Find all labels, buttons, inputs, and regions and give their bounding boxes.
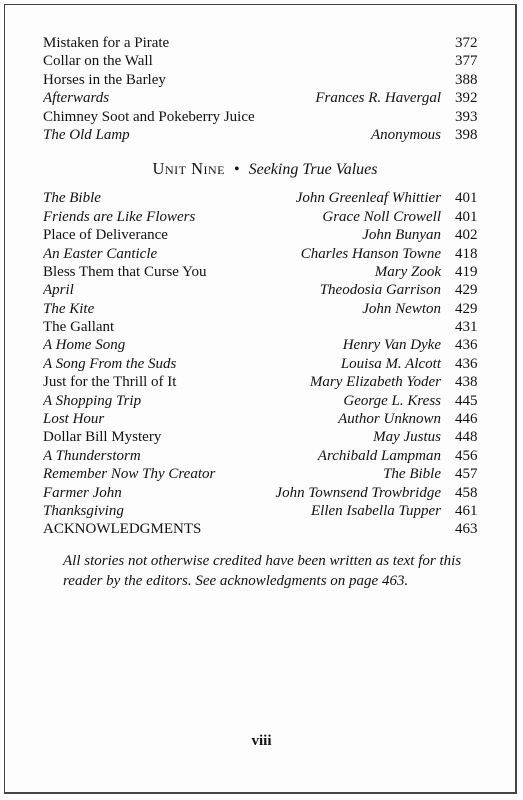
entry-author: Charles Hanson Towne bbox=[300, 245, 441, 262]
entry-author: Henry Van Dyke bbox=[342, 337, 441, 354]
toc-entry bbox=[43, 318, 477, 336]
entry-author: John Greenleaf Whittier bbox=[295, 190, 441, 207]
entry-author: Theodosia Garrison bbox=[319, 282, 441, 299]
entry-title: Place of Deliverance bbox=[43, 227, 168, 244]
entry-title: Friends are Like Flowers bbox=[43, 208, 196, 225]
entry-title: April bbox=[43, 282, 74, 299]
entry-title: A Home Song bbox=[43, 337, 126, 354]
entry-title: The Kite bbox=[43, 300, 95, 317]
toc-entry bbox=[43, 126, 477, 144]
entry-author: Archibald Lampman bbox=[317, 447, 441, 464]
toc-entry bbox=[43, 208, 477, 226]
entry-title: Afterwards bbox=[43, 90, 110, 107]
entry-title: An Easter Canticle bbox=[43, 245, 158, 262]
entry-title: Collar on the Wall bbox=[43, 53, 153, 70]
entry-author: Mary Elizabeth Yoder bbox=[309, 374, 441, 391]
toc-entry bbox=[43, 465, 477, 483]
entry-page-number: 448 bbox=[455, 429, 478, 446]
bullet-separator: • bbox=[233, 161, 240, 179]
entry-page-number: 456 bbox=[455, 447, 478, 464]
entry-page-number: 418 bbox=[455, 245, 478, 262]
entry-title: The Old Lamp bbox=[43, 126, 130, 143]
entry-page-number: 446 bbox=[455, 411, 478, 428]
toc-entry bbox=[43, 71, 477, 89]
entry-author: Ellen Isabella Tupper bbox=[311, 502, 441, 519]
entry-title: A Shopping Trip bbox=[43, 392, 142, 409]
entry-page-number: 372 bbox=[455, 35, 478, 51]
toc-entry bbox=[43, 336, 477, 354]
entry-title: A Thunderstorm bbox=[43, 447, 141, 464]
entry-page-number: 429 bbox=[455, 300, 478, 317]
entry-author: John Newton bbox=[362, 300, 441, 317]
toc-entry bbox=[43, 52, 477, 70]
toc-entry bbox=[43, 373, 477, 391]
entry-page-number: 388 bbox=[455, 71, 478, 88]
page-number: viii bbox=[251, 733, 272, 749]
toc-entry bbox=[43, 392, 477, 410]
entry-author: Louisa M. Alcott bbox=[340, 355, 441, 372]
entry-page-number: 438 bbox=[455, 374, 478, 391]
entry-page-number: 461 bbox=[455, 502, 478, 519]
entry-page-number: 436 bbox=[455, 355, 478, 372]
unit-entries-list bbox=[43, 189, 477, 538]
toc-entry bbox=[43, 263, 477, 281]
toc-entry bbox=[43, 34, 477, 52]
table-of-contents bbox=[43, 34, 477, 591]
toc-entry bbox=[43, 502, 477, 520]
entry-page-number: 419 bbox=[455, 263, 478, 280]
entry-title: Remember Now Thy Creator bbox=[43, 466, 216, 483]
entry-page-number: 401 bbox=[455, 208, 478, 225]
entry-author: Mary Zook bbox=[374, 263, 441, 280]
entry-page-number: 393 bbox=[455, 108, 478, 125]
entry-page-number: 402 bbox=[455, 227, 478, 244]
entry-author: The Bible bbox=[383, 466, 441, 483]
toc-entry bbox=[43, 89, 477, 107]
entry-author: Anonymous bbox=[371, 126, 441, 143]
unit-heading bbox=[43, 156, 477, 182]
entry-title: Thanksgiving bbox=[43, 502, 124, 519]
continued-entries-list bbox=[43, 34, 477, 144]
entry-author: Grace Noll Crowell bbox=[322, 208, 441, 225]
entry-page-number: 392 bbox=[455, 90, 478, 107]
entry-author: Author Unknown bbox=[338, 411, 441, 428]
entry-page-number: 398 bbox=[455, 126, 478, 143]
entry-title: A Song From the Suds bbox=[43, 355, 177, 372]
unit-title: Seeking True Values bbox=[248, 161, 378, 179]
entry-page-number: 463 bbox=[455, 521, 478, 538]
entry-author: George L. Kress bbox=[343, 392, 441, 409]
entry-title: Just for the Thrill of It bbox=[43, 374, 177, 391]
toc-entry bbox=[43, 428, 477, 446]
toc-entry bbox=[43, 245, 477, 263]
entry-author: Frances R. Havergal bbox=[315, 90, 441, 107]
entry-author: May Justus bbox=[373, 429, 441, 446]
entry-page-number: 429 bbox=[455, 282, 478, 299]
entry-title: The Bible bbox=[43, 190, 101, 207]
toc-entry bbox=[43, 300, 477, 318]
entry-title: Chimney Soot and Pokeberry Juice bbox=[43, 108, 255, 125]
entry-title: Dollar Bill Mystery bbox=[43, 429, 162, 446]
entry-page-number: 377 bbox=[455, 53, 478, 70]
entry-title: Bless Them that Curse You bbox=[43, 263, 207, 280]
unit-label: Unit Nine bbox=[152, 159, 225, 179]
toc-entry bbox=[43, 447, 477, 465]
entry-page-number: 445 bbox=[455, 392, 478, 409]
entry-title: Horses in the Barley bbox=[43, 71, 166, 88]
entry-author: John Townsend Trowbridge bbox=[275, 484, 441, 501]
entry-title: Lost Hour bbox=[43, 411, 105, 428]
entry-page-number: 436 bbox=[455, 337, 478, 354]
entry-page-number: 457 bbox=[455, 466, 478, 483]
entry-page-number: 458 bbox=[455, 484, 478, 501]
toc-entry bbox=[43, 108, 477, 126]
toc-entry bbox=[43, 520, 477, 538]
entry-title: Farmer John bbox=[43, 484, 122, 501]
entry-author: John Bunyan bbox=[362, 227, 441, 244]
entry-title: Mistaken for a Pirate bbox=[43, 35, 170, 51]
toc-entry bbox=[43, 281, 477, 299]
footnote: All stories not otherwise credited have been written as text for this reader by the editors. See acknowledgments on page 463. bbox=[63, 552, 462, 589]
toc-entry bbox=[43, 189, 477, 207]
toc-entry bbox=[43, 355, 477, 373]
toc-entry bbox=[43, 484, 477, 502]
entry-title: The Gallant bbox=[43, 319, 115, 336]
entry-page-number: 431 bbox=[455, 319, 478, 336]
toc-entry bbox=[43, 410, 477, 428]
entry-page-number: 401 bbox=[455, 190, 478, 207]
toc-entry bbox=[43, 226, 477, 244]
entry-title: ACKNOWLEDGMENTS bbox=[43, 521, 202, 538]
